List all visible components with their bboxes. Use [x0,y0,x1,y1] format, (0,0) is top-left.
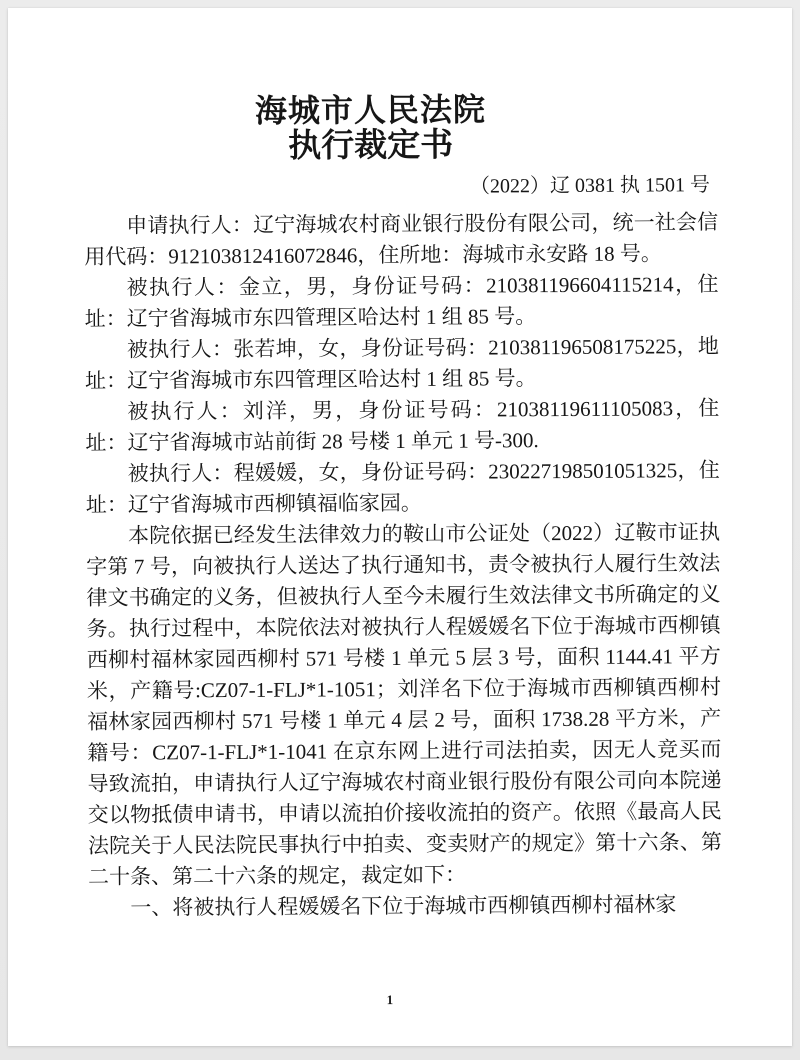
paragraph-respondent-jinli: 被执行人：金立，男，身份证号码：210381196604115214，住址：辽宁省海城市东四管理区哈达村 1 组 85 号。 [84,272,719,331]
paragraph-ruling-item-1: 一、将被执行人程媛媛名下位于海城市西柳镇西柳村福林家 [130,892,677,920]
paragraph-respondent-zhangruokun: 被执行人：张若坤，女，身份证号码：210381196508175225，地址：辽宁省海城市东四管理区哈达村 1 组 85 号。 [85,334,719,393]
paragraph-main-body: 本院依据已经发生法律效力的鞍山市公证处（2022）辽鞍市证执字第 7 号，向被执行人送达了执行通知书，责令被执行人履行生效法律文书确定的义务，但被执行人至今未履行生效法律文书所确定的义务。执行过程中，本院依法对被执行人程媛媛名下位于海城市西柳镇西柳村福林家园西柳村 571 号楼 1 单元 5 层 3 号，面积 1144.41 平方米，产籍号:CZ07-1-FLJ*1-1051；刘洋名下位于海城市西柳镇西柳村福林家园西柳村 571 号楼 1 单元 4 层 2 号，面积 1738.28 平方米，产籍号：CZ07-1-FLJ*1-1041 在京东网上进行司法拍卖，因无人竞买而导致流拍，申请执行人辽宁海城农村商业银行股份有限公司向本院递交以物抵债申请书，申请以流拍价接收流拍的资产。依照《最高人民法院关于人民法院民事执行中拍卖、变卖财产的规定》第十六条、第二十条、第二十六条的规定，裁定如下： [86,520,723,889]
court-name: 海城市人民法院 [254,91,487,129]
case-number: （2022）辽 0381 执 1501 号 [469,174,710,198]
page-number: 1 [386,992,394,1008]
document-body [6,207,794,925]
paragraph-respondent-chengyuanyuan: 被执行人：程媛媛，女，身份证号码：230227198501051325，住址：辽宁省海城市西柳镇福临家园。 [85,458,720,517]
document-page [8,8,792,1046]
document-content [5,6,795,1049]
paragraph-applicant: 申请执行人：辽宁海城农村商业银行股份有限公司，统一社会信用代码：912103812416072846，住所地：海城市永安路 18 号。 [84,210,719,269]
paragraph-respondent-liuyang: 被执行人：刘洋，男，身份证号码：21038119611105083，住址：辽宁省海城市站前街 28 号楼 1 单元 1 号-300. [85,396,720,455]
document-title: 执行裁定书 [288,127,454,165]
